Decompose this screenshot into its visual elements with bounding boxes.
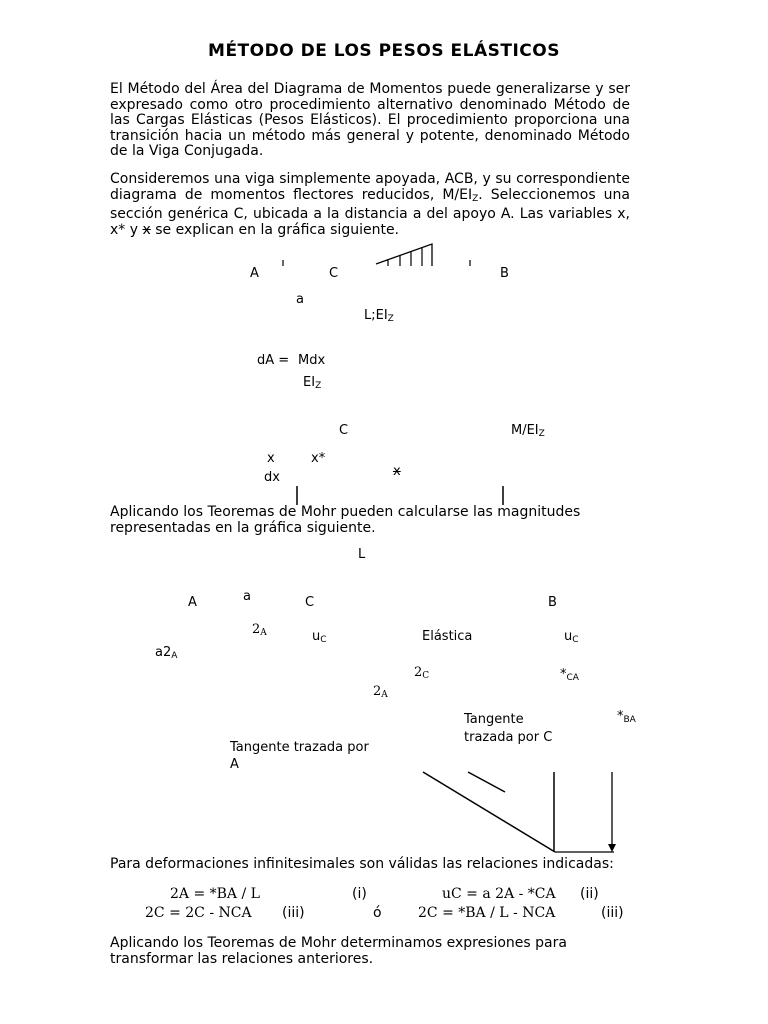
fig2-a2a-sub: A: [171, 651, 178, 661]
fig2-label-star-ca: [560, 667, 579, 683]
fig2-label-tangente-c: Tangente trazada por C: [464, 712, 553, 745]
fig1-label-c2: C: [339, 423, 349, 438]
fig2-label-theta-a-2: [373, 684, 388, 700]
fig2-label-theta-a: [252, 622, 267, 638]
fig2-label-a2a: [155, 645, 177, 661]
fig1-label-c: C: [329, 266, 339, 281]
equation-1: 2A = *BA / L: [170, 886, 260, 902]
fig2-uc2-sub: C: [572, 635, 579, 645]
fig1-label-mdx: Mdx: [298, 353, 326, 368]
paragraph-beam-text-1: Consideremos una viga simplemente apoyada, ACB, y su correspondiente diagrama de momentos flectores reducidos, M/EI: [110, 171, 630, 203]
fig2-label-uc-right: [564, 629, 579, 645]
fig2-uc-sub: C: [320, 635, 327, 645]
fig1-label-l-ei: [364, 308, 394, 324]
fig2-star-ba-sub: BA: [623, 715, 636, 725]
fig2-star-ca-sub: CA: [566, 673, 579, 683]
fig2-label-theta-c: [414, 665, 429, 681]
fig2-label-tangente-a: Tangente trazada por A: [230, 740, 369, 772]
equation-2: uC = a 2A - *CA: [442, 886, 556, 902]
fig1-label-b: B: [500, 266, 509, 281]
equation-4: 2C = *BA / L - NCA: [418, 905, 556, 921]
paragraph-beam-text-2: . Seleccionemos una sección genérica C, ubicada a la distancia a del apoyo A. Las variables x, x* y: [110, 186, 631, 238]
moment-diagram-outline: [376, 244, 432, 266]
tangent-line-c: [468, 772, 505, 792]
fig1-l-ei-sub: Z: [387, 314, 394, 324]
fig2-star-ba-text: *: [617, 709, 624, 724]
fig2-label-distance-a: a: [243, 589, 251, 604]
fig1-label-xbar: x: [393, 464, 401, 479]
page-title: MÉTODO DE LOS PESOS ELÁSTICOS: [208, 41, 560, 61]
paragraph-beam-xbar: x: [142, 221, 151, 238]
fig1-label-distance-a: a: [296, 292, 304, 307]
fig2-theta-a-sub: A: [260, 628, 267, 638]
fig2-uc2-text: u: [564, 629, 573, 644]
fig2-label-uc: [312, 629, 327, 645]
fig1-label-a: A: [250, 266, 259, 281]
paragraph-intro: El Método del Área del Diagrama de Momentos puede generalizarse y ser expresado como otro procedimiento alternativo denominado Método de las Cargas Elásticas (Pesos Elásticos). El procedimiento proporciona una transición hacia un método más general y potente, denominado Método de la Viga Conjugada.: [110, 81, 630, 159]
equation-3: 2C = 2C - NCA: [145, 905, 252, 921]
fig1-label-x: x: [267, 451, 275, 466]
fig1-m-ei-text: M/EI: [511, 423, 539, 438]
equation-1-tag: (i): [352, 886, 367, 902]
fig2-label-b: B: [548, 595, 557, 610]
equation-or: ó: [373, 905, 382, 921]
equation-3-tag: (iii): [282, 905, 305, 921]
fig2-uc-text: u: [312, 629, 321, 644]
paragraph-mohr-2: Aplicando los Teoremas de Mohr determinamos expresiones para transformar las relaciones anteriores.: [110, 935, 567, 967]
fig1-label-ei: [303, 375, 321, 391]
fig1-ei-text: EI: [303, 375, 316, 390]
fig2-theta-c-text: 2: [414, 665, 423, 680]
fig1-label-xstar: x*: [311, 451, 326, 466]
fig1-ei-sub: Z: [315, 381, 322, 391]
equation-4-tag: (iii): [601, 905, 624, 921]
fig2-theta-a2-text: 2: [373, 684, 382, 699]
fig2-label-l: L: [358, 547, 366, 562]
fig2-label-a: A: [188, 595, 197, 610]
fig2-theta-a-text: 2: [252, 622, 261, 637]
fig2-theta-a2-sub: A: [381, 690, 388, 700]
fig1-label-da: dA =: [257, 353, 290, 368]
deflection-arrow-head: [608, 844, 616, 852]
fig2-a2a-text: a2: [155, 645, 172, 660]
fig2-star-ca-text: *: [560, 667, 567, 682]
fig1-m-ei-sub: Z: [538, 429, 545, 439]
equation-2-tag: (ii): [580, 886, 599, 902]
fig2-label-elastica: Elástica: [422, 629, 473, 644]
paragraph-relations: Para deformaciones infinitesimales son válidas las relaciones indicadas:: [110, 856, 614, 872]
paragraph-beam-sub: Z: [472, 193, 479, 204]
fig1-label-m-ei: [511, 423, 545, 439]
paragraph-beam-text-3: se explican en la gráfica siguiente.: [150, 221, 400, 238]
fig2-theta-c-sub: C: [422, 671, 430, 681]
paragraph-mohr-1: Aplicando los Teoremas de Mohr pueden calcularse las magnitudes representadas en la gráfica siguiente.: [110, 504, 581, 536]
fig1-label-dx: dx: [264, 470, 280, 485]
fig2-label-star-ba: [617, 709, 636, 725]
fig2-label-c: C: [305, 595, 315, 610]
fig1-l-ei-text: L;EI: [364, 308, 388, 323]
